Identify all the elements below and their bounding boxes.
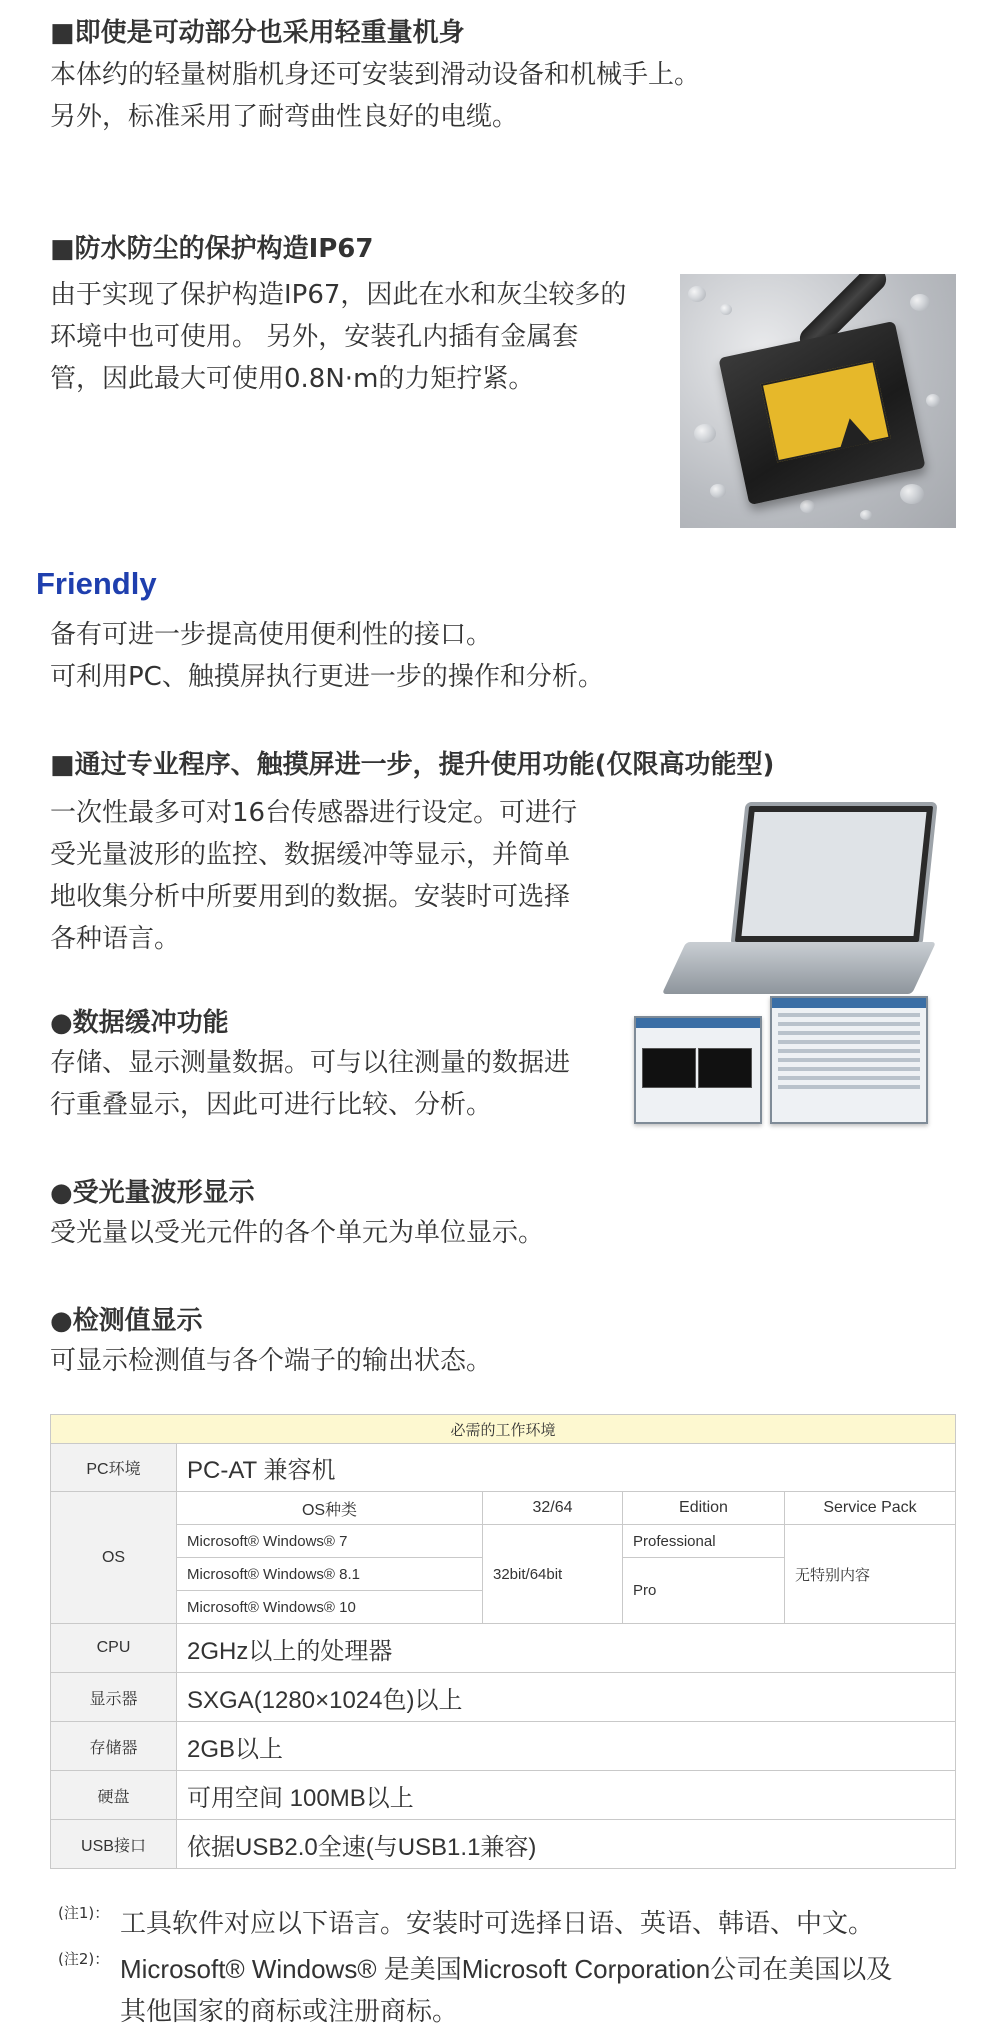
os-bits-value: 32bit/64bit xyxy=(483,1525,623,1624)
os-header-edition: Edition xyxy=(623,1492,785,1525)
bullet-paragraph-waveform xyxy=(50,1212,544,1254)
paragraph-line: 环境中也可使用。 另外，安装孔内插有金属套 xyxy=(50,322,579,352)
paragraph-line: 受光量以受光元件的各个单元为单位显示。 xyxy=(50,1218,545,1248)
paragraph-line: 行重叠显示，因此可进行比较、分析。 xyxy=(50,1090,493,1120)
bullet-paragraph-data-buffer xyxy=(50,1042,570,1126)
section-paragraph-ip67 xyxy=(50,274,626,400)
paragraph-line: 本体约的轻量树脂机身还可安装到滑动设备和机械手上。 xyxy=(50,60,701,90)
row-label-memory: 存储器 xyxy=(51,1722,177,1771)
paragraph-line: 一次性最多可对16台传感器进行设定。可进行 xyxy=(50,798,578,828)
note-2-text xyxy=(120,1948,892,2032)
paragraph-line: 可利用PC、触摸屏执行更进一步的操作和分析。 xyxy=(50,662,604,692)
note-2-mark: (注2)： xyxy=(58,1950,110,1968)
paragraph-line: 管，因此最大可使用0.8N·m的力矩拧紧。 xyxy=(50,364,535,394)
os-header-service-pack: Service Pack xyxy=(785,1492,956,1525)
bullet-paragraph-detection xyxy=(50,1340,492,1382)
note-1-text: 工具软件对应以下语言。安装时可选择日语、英语、韩语、中文。 xyxy=(120,1908,875,1938)
paragraph-line: 受光量波形的监控、数据缓冲等显示，并简单 xyxy=(50,840,571,870)
row-label-usb: USB接口 xyxy=(51,1820,177,1869)
os-edition-professional: Professional xyxy=(623,1525,785,1558)
row-label-disk: 硬盘 xyxy=(51,1771,177,1820)
os-row-windows-81: Microsoft® Windows® 8.1 xyxy=(177,1558,483,1591)
paragraph-line: 各种语言。 xyxy=(50,924,181,954)
os-row-windows-10: Microsoft® Windows® 10 xyxy=(177,1591,483,1624)
paragraph-line: 地收集分析中所要用到的数据。安装时可选择 xyxy=(50,882,571,912)
bullet-heading-data-buffer: ●数据缓冲功能 xyxy=(50,1008,229,1038)
os-edition-pro: Pro xyxy=(623,1558,785,1624)
section-paragraph-software xyxy=(50,792,577,960)
sensor-water-photo xyxy=(680,274,956,528)
row-value-display: SXGA(1280×1024色)以上 xyxy=(177,1673,956,1722)
paragraph-line: 备有可进一步提高使用便利性的接口。 xyxy=(50,620,493,650)
paragraph-line: 存储、显示测量数据。可与以往测量的数据进 xyxy=(50,1048,571,1078)
software-window-waveform xyxy=(634,1016,762,1124)
friendly-title: Friendly xyxy=(36,566,157,601)
note-line: Microsoft® Windows® 是美国Microsoft Corporation公司在美国以及 xyxy=(120,1954,893,1984)
row-value-cpu: 2GHz以上的处理器 xyxy=(177,1624,956,1673)
requirements-table xyxy=(50,1414,956,1869)
software-window-settings xyxy=(770,996,928,1124)
row-label-cpu: CPU xyxy=(51,1624,177,1673)
os-row-windows-7: Microsoft® Windows® 7 xyxy=(177,1525,483,1558)
row-label-display: 显示器 xyxy=(51,1673,177,1722)
row-value-disk: 可用空间 100MB以上 xyxy=(177,1771,956,1820)
note-line: 其他国家的商标或注册商标。 xyxy=(120,1996,459,2026)
paragraph-line: 由于实现了保护构造IP67，因此在水和灰尘较多的 xyxy=(50,280,627,310)
bullet-heading-detection: ●检测值显示 xyxy=(50,1306,203,1336)
section-heading-ip67: ■防水防尘的保护构造IP67 xyxy=(50,234,374,264)
os-header-bits: 32/64 xyxy=(483,1492,623,1525)
row-label-os: OS xyxy=(51,1492,177,1624)
os-header-type: OS种类 xyxy=(177,1492,483,1525)
software-screenshots xyxy=(634,796,950,1132)
paragraph-line: 另外，标准采用了耐弯曲性良好的电缆。 xyxy=(50,102,519,132)
section-paragraph-lightweight xyxy=(50,54,700,138)
row-value-usb: 依据USB2.0全速(与USB1.1兼容) xyxy=(177,1820,956,1869)
note-1-mark: (注1)： xyxy=(58,1904,110,1922)
table-caption: 必需的工作环境 xyxy=(51,1415,956,1444)
section-heading-lightweight: ■即使是可动部分也采用轻重量机身 xyxy=(50,18,465,48)
laptop-image xyxy=(730,802,937,946)
friendly-paragraph xyxy=(50,614,604,698)
os-service-pack-value: 无特别内容 xyxy=(785,1525,956,1624)
paragraph-line: 可显示检测值与各个端子的输出状态。 xyxy=(50,1346,493,1376)
row-label-pc: PC环境 xyxy=(51,1444,177,1492)
section-heading-software: ■通过专业程序、触摸屏进一步，提升使用功能(仅限高功能型) xyxy=(50,750,775,780)
row-value-pc: PC-AT 兼容机 xyxy=(177,1444,956,1492)
bullet-heading-waveform: ●受光量波形显示 xyxy=(50,1178,255,1208)
row-value-memory: 2GB以上 xyxy=(177,1722,956,1771)
